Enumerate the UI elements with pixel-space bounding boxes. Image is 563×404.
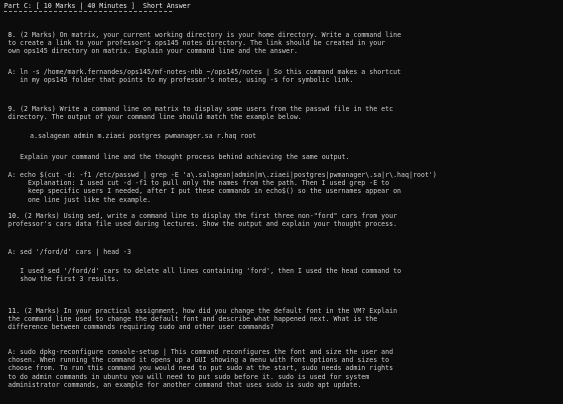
question-text: (2 Marks) Write a command line on matrix to display some users from the passwd file in the etc directory. The output of your command line should match the example below. [8,105,394,122]
header-underline [4,11,172,12]
marks-label: [ 10 Marks | 40 Minutes ] [35,2,136,10]
answer-9: A: echo $(cut -d: -f1 /etc/passwd | grep -E 'a\.salagean|admin|m\.ziaei|postgres|pwmanager\.sa|r\.haq|root') Explanation: I used cut -d -f1 to pull only the names from the path. Then I used grep -E to keep specific users I needed, after I put these commands in echo$() so the usernames appear on one line just like the example. [8,171,437,204]
question-number: 9. [8,105,16,113]
question-8 [8,31,401,56]
answer-10: A: sed '/ford/d' cars | head -3 [8,248,132,256]
example-output: a.salagean admin m.ziaei postgres pwmanager.sa r.haq root [30,132,257,140]
question-11 [8,307,397,332]
question-10 [8,212,397,228]
question-9 [8,105,393,121]
answer-11: A: sudo dpkg-reconfigure console-setup | This command reconfigures the font and size the user and chosen. When running the command it opens up a GUI showing a menu with font options and sizes to choose from. To run this command you would need to put sudo at the start, sudo needs admin rights to do admin commands in ubuntu you will need to put sudo before it. sudo is used for system administrator commands, an example for another command that uses sudo is sudo apt update. [8,348,394,389]
question-number: 8. [8,31,16,39]
section-header [4,2,191,10]
part-label: Part C: [4,2,32,10]
question-text: (2 Marks) In your practical assignment, how did you change the default font in the VM? Explain the command line used to change the default font and describe what happened next. What is the difference between commands requiring sudo and other user commands? [8,307,398,332]
answer-8: A: ln -s /home/mark.fernandes/ops145/mf-notes-nbb ~/ops145/notes | So this command makes a shortcut in my ops145 folder that points to my professor's notes, using -s for symbolic link. [8,68,402,85]
question-text: (2 Marks) On matrix, your current working directory is your home directory. Write a command line to create a link to your professor's ops145 notes directory. The link should be created in your own ops145 directory on matrix. Explain your command line and the answer. [8,31,402,56]
question-9-prompt: Explain your command line and the thought process behind achieving the same output. [20,153,350,161]
question-number: 11. [8,307,20,315]
answer-10-explanation: I used sed '/ford/d' cars to delete all lines containing 'ford', then I used the head command to show the first 3 results. [20,267,402,284]
section-title: Short Answer [142,2,191,10]
question-text: (2 Marks) Using sed, write a command line to display the first three non-"ford" cars from your professor's cars data file used during lectures. Show the output and explain your thought process. [8,212,398,229]
question-number: 10. [8,212,20,220]
